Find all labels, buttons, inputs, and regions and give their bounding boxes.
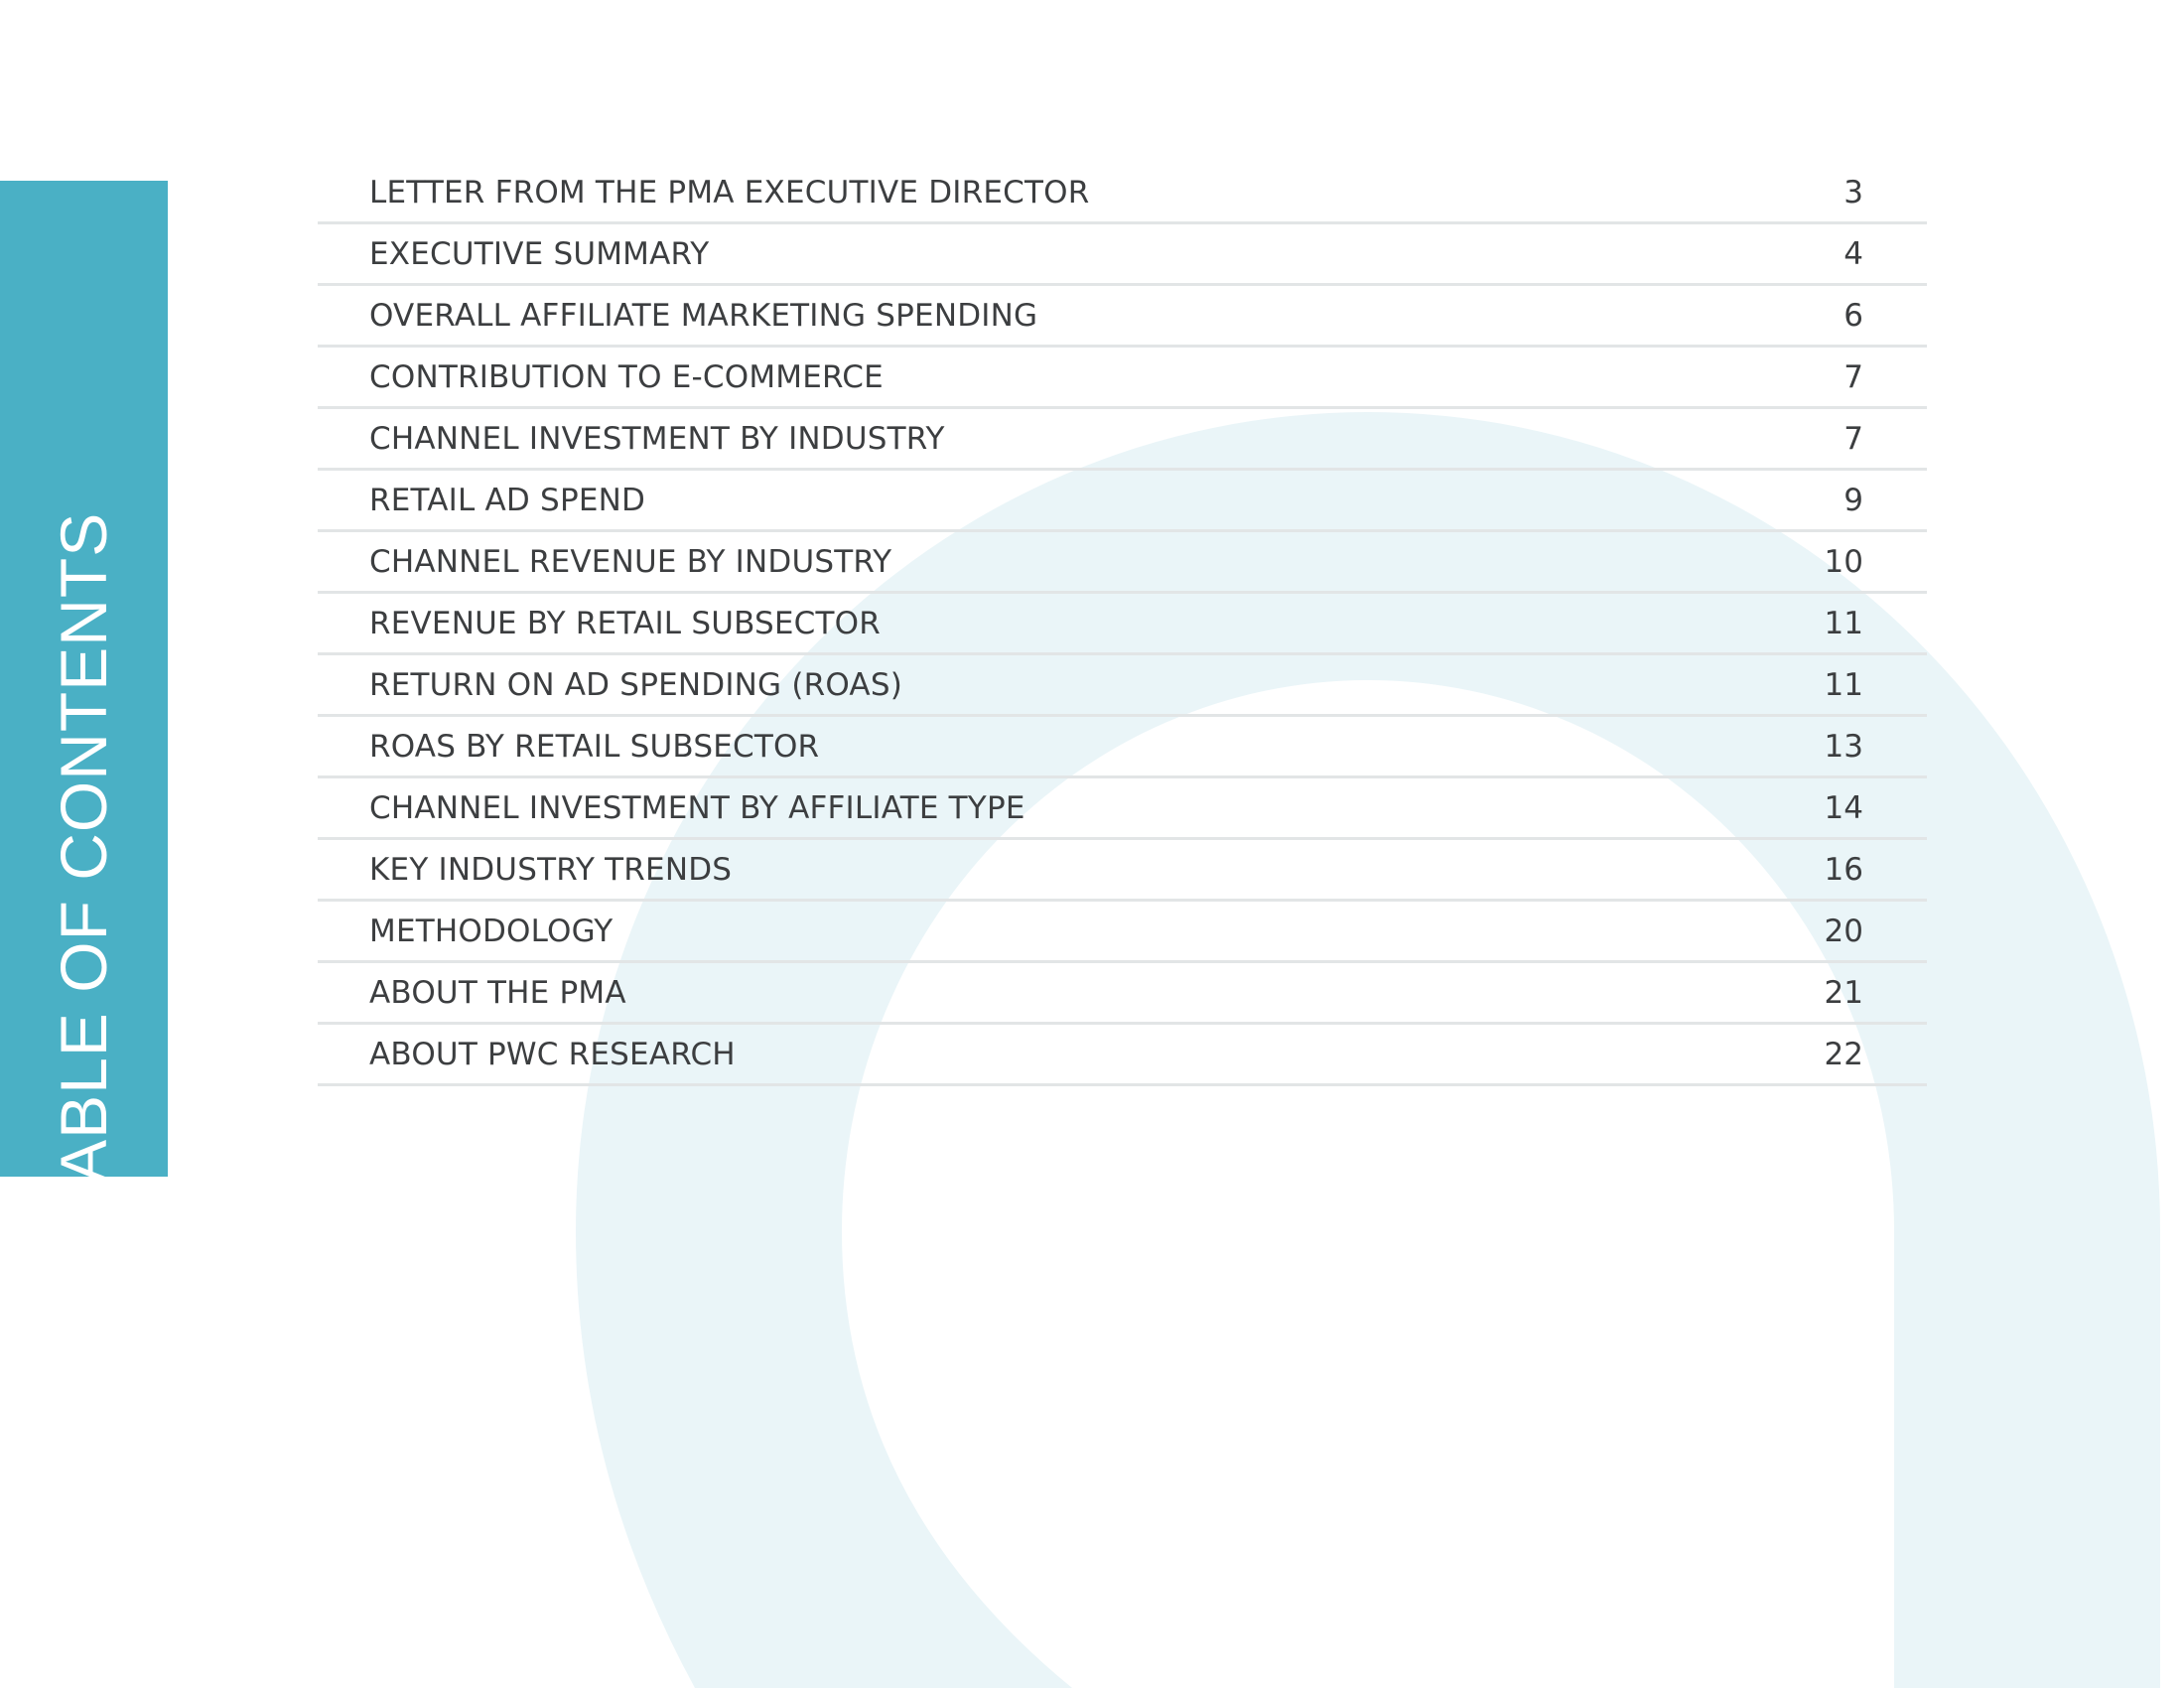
toc-entry-label: CHANNEL INVESTMENT BY AFFILIATE TYPE: [369, 789, 1025, 826]
toc-entry-label: CHANNEL INVESTMENT BY INDUSTRY: [369, 420, 945, 457]
toc-entry-label: ABOUT THE PMA: [369, 974, 626, 1011]
toc-page-number: 4: [1843, 235, 1863, 272]
toc-row[interactable]: [318, 778, 1927, 840]
toc-row[interactable]: [318, 286, 1927, 348]
toc-entry-label: ROAS BY RETAIL SUBSECTOR: [369, 728, 820, 765]
side-band: [0, 181, 168, 1220]
toc-page-number: 11: [1824, 605, 1863, 641]
toc-page-number: 10: [1824, 543, 1863, 580]
toc-row[interactable]: [318, 594, 1927, 655]
toc-page-number: 3: [1843, 174, 1863, 211]
toc-entry-label: KEY INDUSTRY TRENDS: [369, 851, 733, 888]
toc-entry-label: RETAIL AD SPEND: [369, 482, 646, 518]
toc-page-number: 16: [1824, 851, 1863, 888]
toc-entry-label: LETTER FROM THE PMA EXECUTIVE DIRECTOR: [369, 174, 1090, 211]
toc-row[interactable]: [318, 655, 1927, 717]
toc-page-number: 7: [1843, 420, 1863, 457]
toc-entry-label: CHANNEL REVENUE BY INDUSTRY: [369, 543, 892, 580]
toc-row[interactable]: [318, 1025, 1927, 1086]
toc-entry-label: ABOUT PWC RESEARCH: [369, 1036, 736, 1072]
toc-entry-label: RETURN ON AD SPENDING (ROAS): [369, 666, 903, 703]
toc-page-number: 21: [1824, 974, 1863, 1011]
toc-row[interactable]: [318, 224, 1927, 286]
toc-row[interactable]: [318, 532, 1927, 594]
toc-row[interactable]: [318, 840, 1927, 902]
toc-page-number: 7: [1843, 358, 1863, 395]
toc-page-number: 6: [1843, 297, 1863, 334]
toc-page-number: 20: [1824, 913, 1863, 949]
toc-row[interactable]: [318, 409, 1927, 471]
toc-row[interactable]: [318, 963, 1927, 1025]
toc-row[interactable]: [318, 902, 1927, 963]
toc-row[interactable]: [318, 717, 1927, 778]
table-of-contents-title: TABLE OF CONTENTS: [47, 511, 120, 1220]
toc-page-number: 11: [1824, 666, 1863, 703]
toc-entry-label: METHODOLOGY: [369, 913, 614, 949]
toc-row[interactable]: [318, 163, 1927, 224]
toc-page-number: 14: [1824, 789, 1863, 826]
toc-row[interactable]: [318, 471, 1927, 532]
toc-entry-label: EXECUTIVE SUMMARY: [369, 235, 710, 272]
toc-page-number: 13: [1824, 728, 1863, 765]
toc-page-number: 22: [1824, 1036, 1863, 1072]
toc-entry-label: REVENUE BY RETAIL SUBSECTOR: [369, 605, 882, 641]
toc-row[interactable]: [318, 348, 1927, 409]
toc-entry-label: CONTRIBUTION TO E-COMMERCE: [369, 358, 884, 395]
table-of-contents-list: [318, 163, 1927, 1086]
toc-page-number: 9: [1843, 482, 1863, 518]
toc-entry-label: OVERALL AFFILIATE MARKETING SPENDING: [369, 297, 1038, 334]
